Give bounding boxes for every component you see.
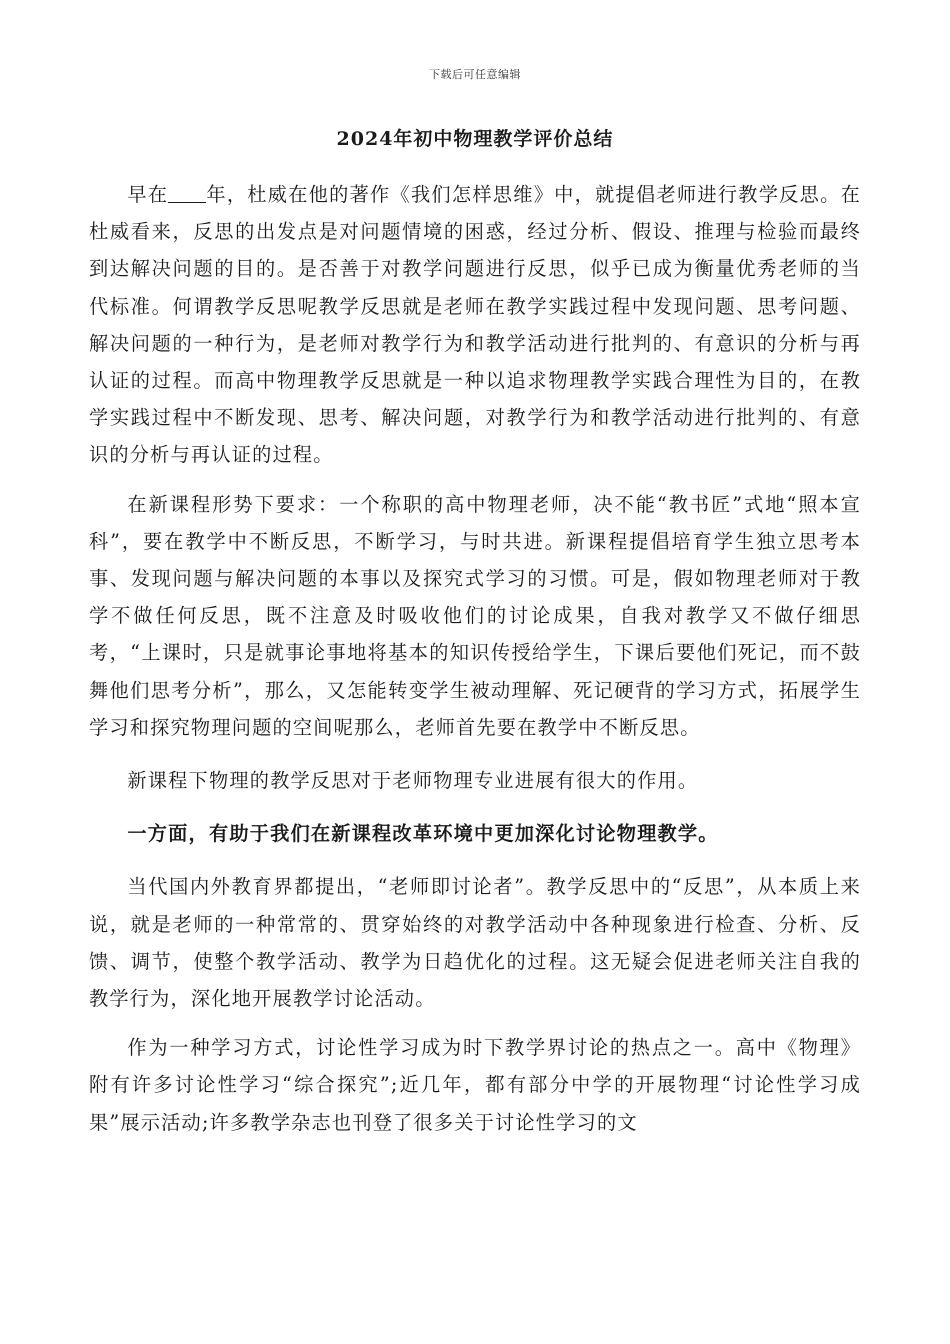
- section-heading: 一方面，有助于我们在新课程改革环境中更加深化讨论物理教学。: [127, 822, 719, 846]
- paragraph-1-lead: 早在: [127, 183, 169, 206]
- paragraph-6: 作为一种学习方式，讨论性学习成为时下教学界讨论的热点之一。高中《物理》附有许多讨论性学习“综合探究”;近几年，都有部分中学的开展物理“讨论性学习成果”展示活动;许多教学杂志也刊登了很多关于讨论性学习的文: [89, 1036, 861, 1134]
- paragraph-3: 新课程下物理的教学反思对于老师物理专业进展有很大的作用。: [127, 769, 699, 793]
- page-header-note: 下载后可任意编辑: [429, 68, 521, 81]
- fill-in-blank: [168, 183, 206, 203]
- paragraph-1: [89, 176, 861, 474]
- paragraph-1-text: 年，杜威在他的著作《我们怎样思维》中，就提倡老师进行教学反思。在杜威看来，反思的出发点是对问题情境的困惑，经过分析、假设、推理与检验而最终到达解决问题的目的。是否善于对教学问题进行反思，似乎已成为衡量优秀老师的当代标准。何谓教学反思呢教学反思就是老师在教学实践过程中发现问题、思考问题、解决问题的一种行为，是老师对教学行为和教学活动进行批判的、有意识的分析与再认证的过程。而高中物理教学反思就是一种以追求物理教学实践合理性为目的，在教学实践过程中不断发现、思考、解决问题，对教学行为和教学活动进行批判的、有意识的分析与再认证的过程。: [89, 183, 861, 467]
- document-body: [89, 176, 861, 1141]
- paragraph-2: 在新课程形势下要求：一个称职的高中物理老师，决不能“教书匠”式地“照本宣科”，要在教学中不断反思，不断学习，与时共进。新课程提倡培育学生独立思考本事、发现问题与解决问题的本事以及探究式学习的习惯。可是，假如物理老师对于教学不做任何反思，既不注意及时吸收他们的讨论成果，自我对教学又不做仔细思考，“上课时，只是就事论事地将基本的知识传授给学生，下课后要他们死记，而不鼓舞他们思考分析”，那么，又怎能转变学生被动理解、死记硬背的学习方式，拓展学生学习和探究物理问题的空间呢那么，老师首先要在教学中不断反思。: [89, 492, 861, 739]
- document-title: 2024年初中物理教学评价总结: [336, 128, 614, 150]
- paragraph-5: 当代国内外教育界都提出，“老师即讨论者”。教学反思中的“反思”，从本质上来说，就是老师的一种常常的、贯穿始终的对教学活动中各种现象进行检查、分析、反馈、调节，使整个教学活动、教学为日趋优化的过程。这无疑会促进老师关注自我的教学行为，深化地开展教学讨论活动。: [89, 875, 861, 1011]
